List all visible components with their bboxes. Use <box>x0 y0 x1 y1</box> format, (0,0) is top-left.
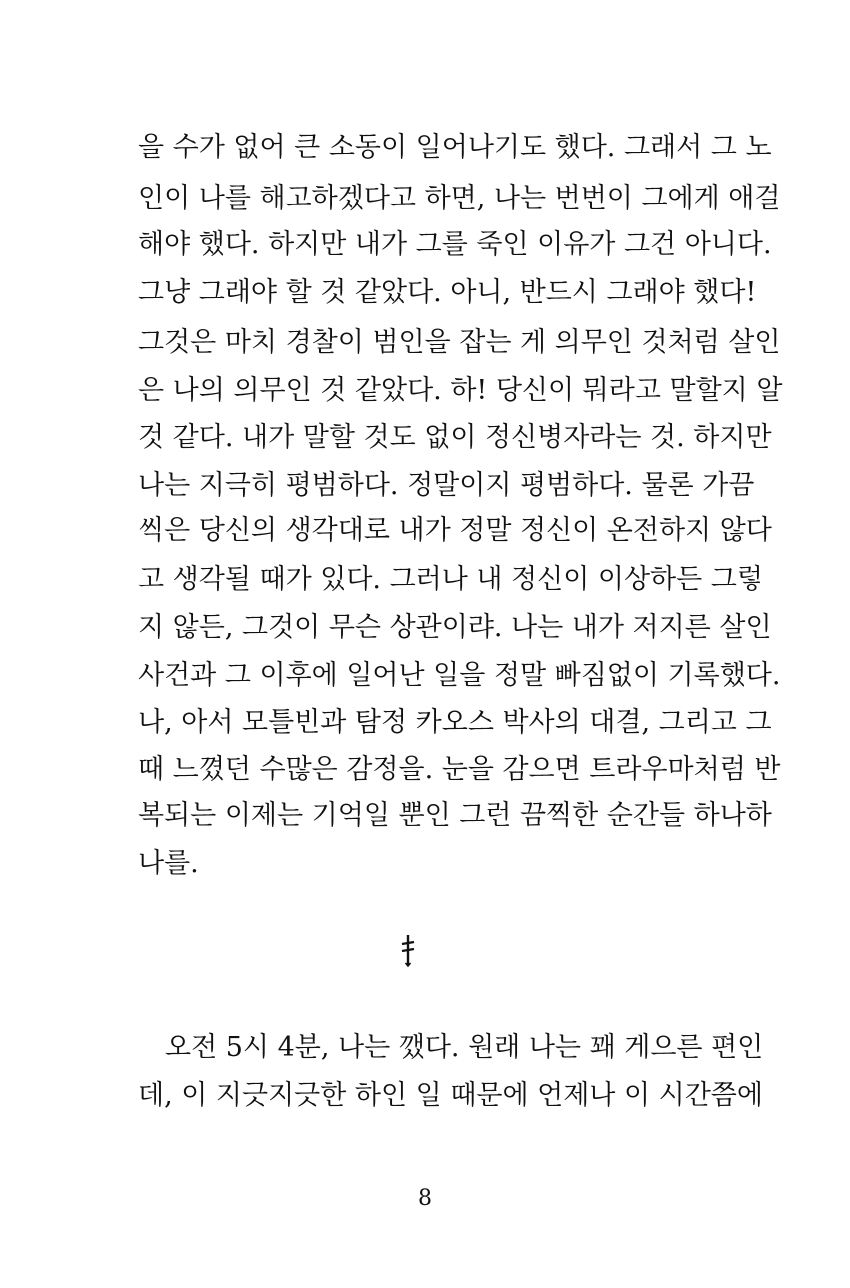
text-line: 그것은 마치 경찰이 범인을 잡는 게 의무인 것처럼 살인 <box>138 327 781 358</box>
text-line: 나는 지극히 평범하다. 정말이지 평범하다. 물론 가끔 <box>138 470 755 501</box>
text-line: 복되는 이제는 기억일 뿐인 그런 끔찍한 순간들 하나하 <box>138 800 772 831</box>
text-line: 해야 했다. 하지만 내가 그를 죽인 이유가 그건 아니다. <box>138 229 772 260</box>
text-line: 씩은 당신의 생각대로 내가 정말 정신이 온전하지 않다 <box>138 515 772 546</box>
text-line: 지 않든, 그것이 무슨 상관이랴. 나는 내가 저지른 살인 <box>138 612 772 643</box>
text-line: 오전 5시 4분, 나는 깼다. 원래 나는 꽤 게으른 편인 <box>165 1032 764 1063</box>
text-line: 그냥 그래야 할 것 같았다. 아니, 반드시 그래야 했다! <box>138 277 757 308</box>
text-line: 사건과 그 이후에 일어난 일을 정말 빠짐없이 기록했다. <box>138 660 781 691</box>
text-line: 때 느꼈던 수많은 감정을. 눈을 감으면 트라우마처럼 반 <box>138 754 781 785</box>
text-line: 을 수가 없어 큰 소동이 일어나기도 했다. 그래서 그 노 <box>138 132 772 163</box>
text-line: 은 나의 의무인 것 같았다. 하! 당신이 뭐라고 말할지 알 <box>138 375 783 406</box>
text-line: 인이 나를 해고하겠다고 하면, 나는 번번이 그에게 애걸 <box>138 183 781 214</box>
page-number: 8 <box>418 1186 432 1211</box>
text-line: 고 생각될 때가 있다. 그러나 내 정신이 이상하든 그렇 <box>138 564 763 595</box>
text-line: 것 같다. 내가 말할 것도 없이 정신병자라는 것. 하지만 <box>138 422 772 453</box>
text-line: 나, 아서 모틀빈과 탐정 카오스 박사의 대결, 그리고 그 <box>138 707 772 738</box>
text-line: 나를. <box>138 848 199 879</box>
cross-dagger-icon <box>395 933 421 967</box>
text-line: 데, 이 지긋지긋한 하인 일 때문에 언제나 이 시간쯤에 <box>138 1080 763 1111</box>
